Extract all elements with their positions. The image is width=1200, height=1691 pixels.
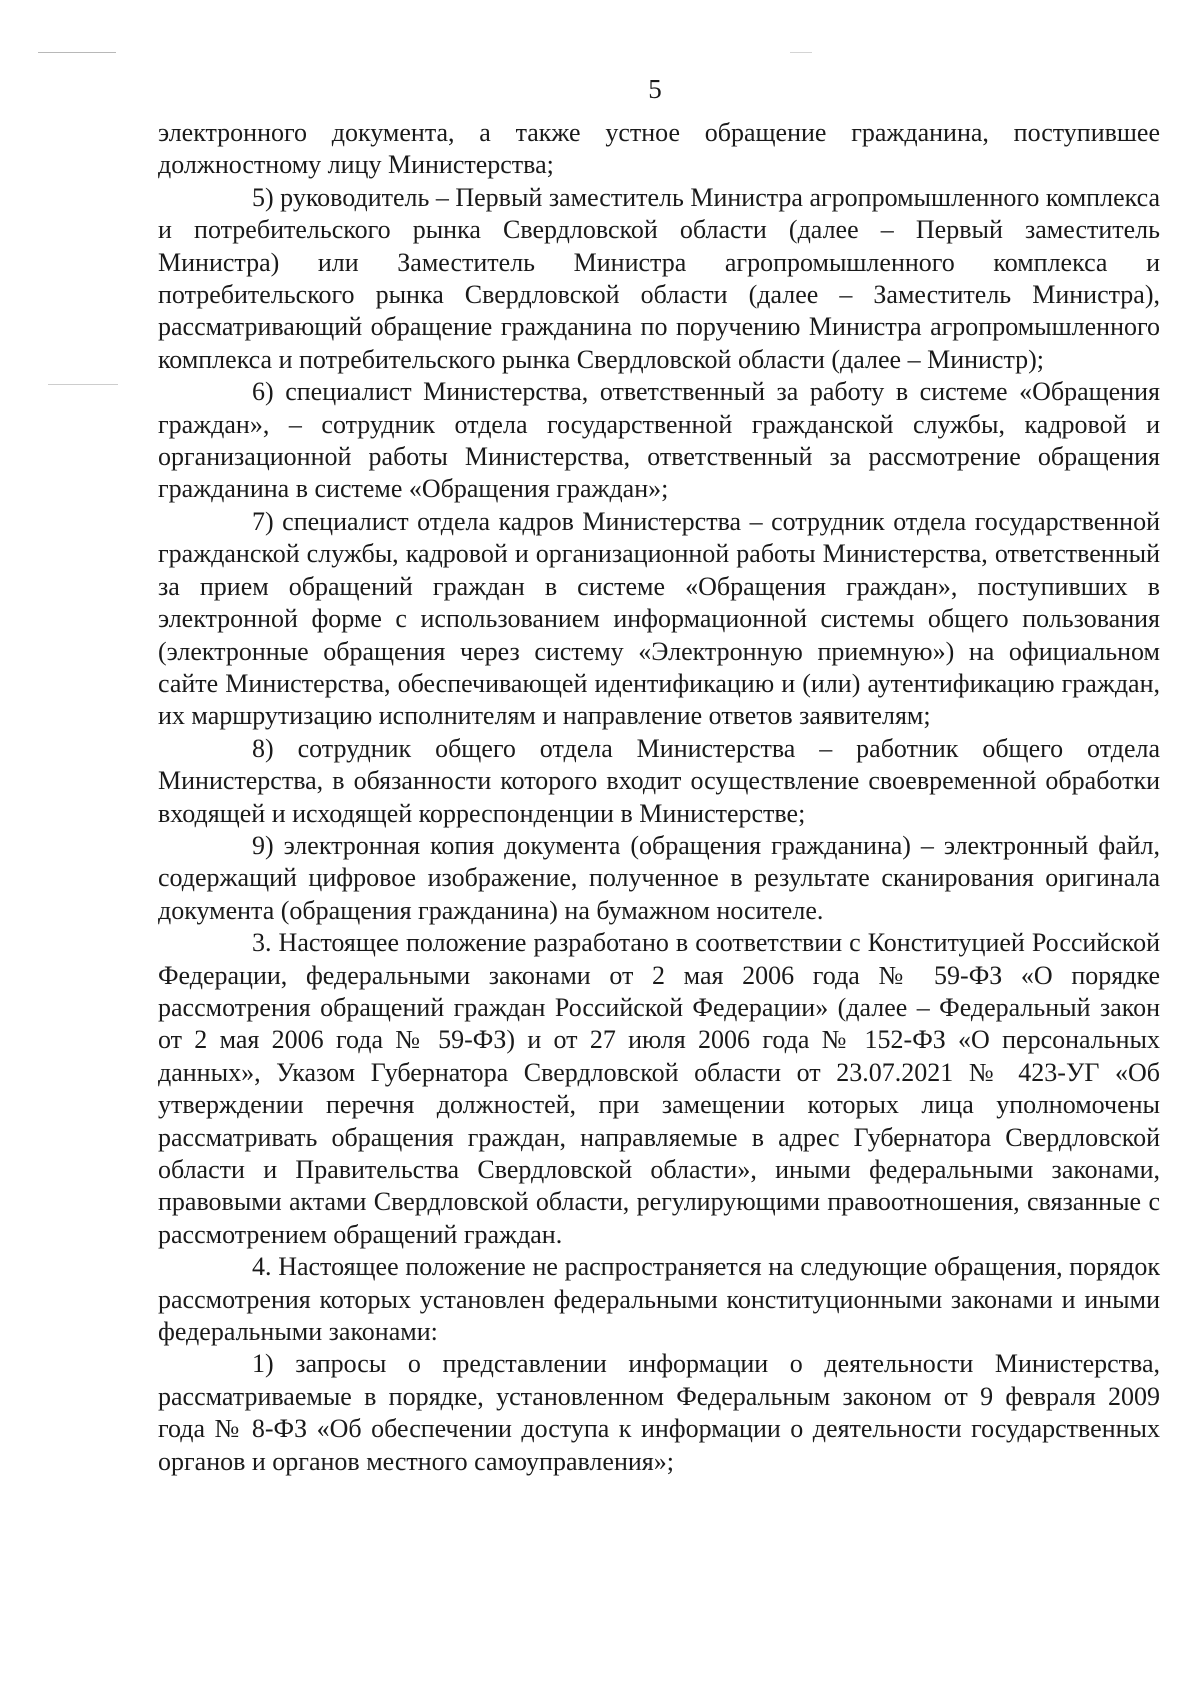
paragraph-item-5: 5) руководитель – Первый заместитель Министра агропромышленного комплекса и потребительского рынка Свердловской области (далее – Первый заместитель Министра) или Заместитель Министра агропромышленного комплекса и потребительского рынка Свердловской области (далее – Заместитель Министра), рассматривающий обращение гражданина по поручению Министра агропромышленного комплекса и потребительского рынка Свердловской области (далее – Министр); (158, 182, 1160, 374)
paragraph-item-9: 9) электронная копия документа (обращения гражданина) – электронный файл, содержащий цифровое изображение, полученное в результате сканирования оригинала документа (обращения гражданина) на бумажном носителе. (158, 830, 1160, 925)
paragraph-subitem-1: 1) запросы о представлении информации о деятельности Министерства, рассматриваемые в порядке, установленном Федеральным законом от 9 февраля 2009 года № 8-ФЗ «Об обеспечении доступа к информации о деятельности государственных органов и органов местного самоуправления»; (158, 1349, 1160, 1476)
scan-artifact (38, 52, 116, 53)
document-body (158, 117, 1160, 1478)
scan-artifact (790, 52, 812, 53)
paragraph-section-4: 4. Настоящее положение не распространяется на следующие обращения, порядок рассмотрения которых установлен федеральными конституционными законами и иными федеральными законами: (158, 1252, 1160, 1347)
page-number: 5 (648, 74, 662, 104)
scan-artifact (48, 384, 118, 385)
paragraph-item-8: 8) сотрудник общего отдела Министерства – работник общего отдела Министерства, в обязанности которого входит осуществление своевременной обработки входящей и исходящей корреспонденции в Министерстве; (158, 733, 1160, 828)
paragraph-continuation: электронного документа, а также устное обращение гражданина, поступившее должностному лицу Министерства; (158, 118, 1160, 180)
paragraph-item-7: 7) специалист отдела кадров Министерства – сотрудник отдела государственной гражданской службы, кадровой и организационной работы Министерства, ответственный за прием обращений граждан в системе «Обращения граждан», поступивших в электронной форме с использованием информационной системы общего пользования (электронные обращения через систему «Электронную приемную») на официальном сайте Министерства, обеспечивающей идентификацию и (или) аутентификацию граждан, их маршрутизацию исполнителям и направление ответов заявителям; (158, 506, 1160, 731)
paragraph-section-3: 3. Настоящее положение разработано в соответствии с Конституцией Российской Федерации, федеральными законами от 2 мая 2006 года № 59-ФЗ «О порядке рассмотрения обращений граждан Российской Федерации» (далее – Федеральный закон от 2 мая 2006 года № 59-ФЗ) и от 27 июля 2006 года № 152-ФЗ «О персональных данных», Указом Губернатора Свердловской области от 23.07.2021 № 423-УГ «Об утверждении перечня должностей, при замещении которых лица уполномочены рассматривать обращения граждан, направляемые в адрес Губернатора Свердловской области и Правительства Свердловской области», иными федеральными законами, правовыми актами Свердловской области, регулирующими правоотношения, связанные с рассмотрением обращений граждан. (158, 928, 1160, 1249)
paragraph-item-6: 6) специалист Министерства, ответственный за работу в системе «Обращения граждан», – сотрудник отдела государственной гражданской службы, кадровой и организационной работы Министерства, ответственный за рассмотрение обращения гражданина в системе «Обращения граждан»; (158, 377, 1160, 504)
